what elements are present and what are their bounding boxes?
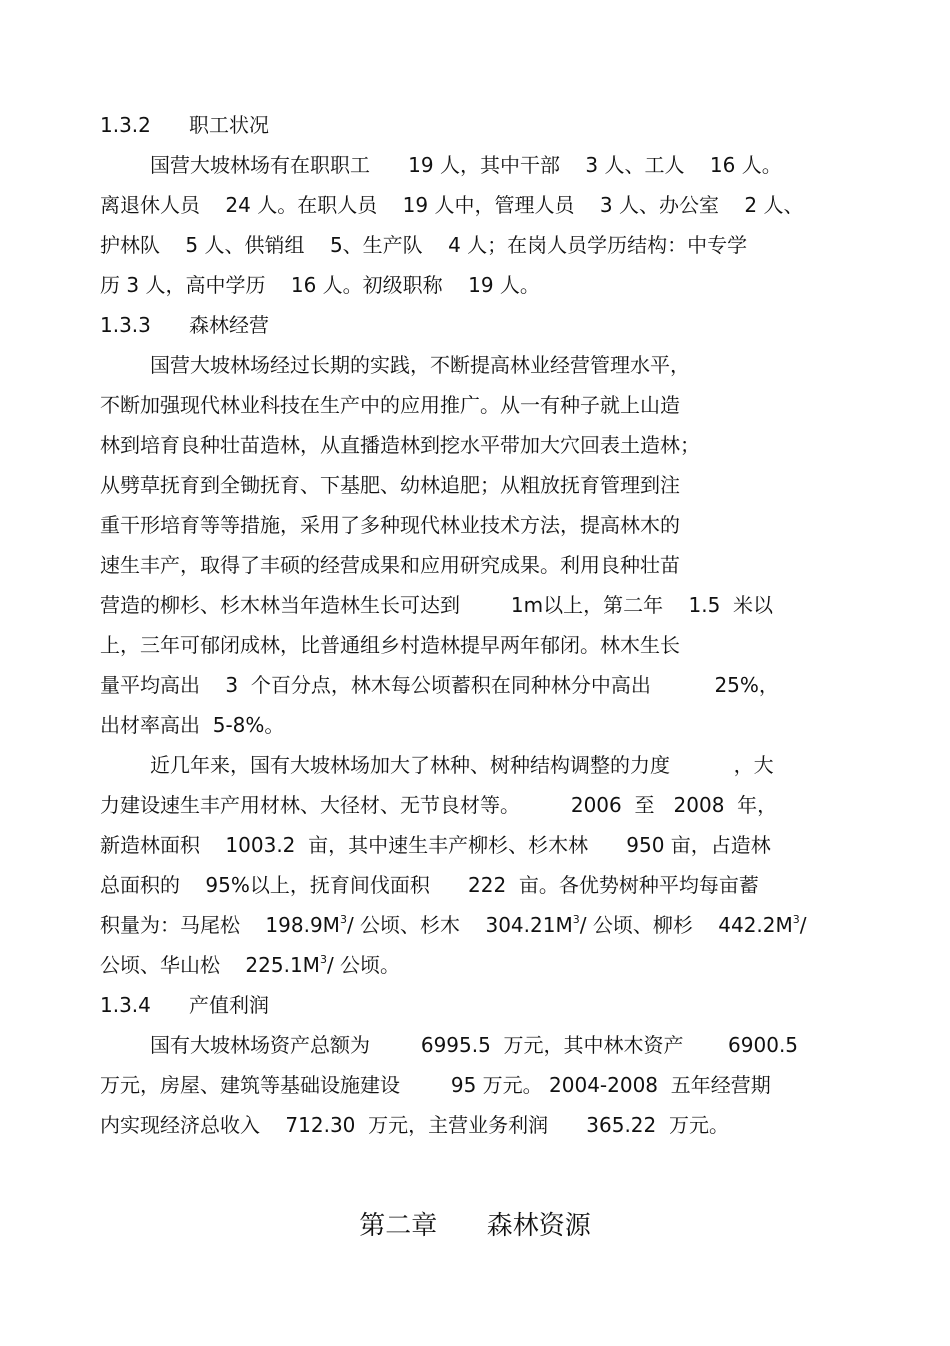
cubic-superscript: 3 xyxy=(792,913,800,926)
volume-text-masson-pine: 积量为：马尾松 198.9M xyxy=(100,913,340,937)
cubic-superscript: 3 xyxy=(339,913,347,926)
volume-text-fir: / 公顷、杉木 304.21M xyxy=(346,913,573,937)
paragraph-line: 万元，房屋、建筑等基础设施建设 95 万元。 2004-2008 五年经营期 xyxy=(100,1073,771,1097)
paragraph-line: 历 3 人，高中学历 16 人。初级职称 19 人。 xyxy=(100,273,540,297)
paragraph-line: 出材率高出 5-8%。 xyxy=(100,713,285,737)
section-heading-1-3-3: 1.3.3 森林经营 xyxy=(100,313,270,337)
paragraph-line: 速生丰产，取得了丰硕的经营成果和应用研究成果。利用良种壮苗 xyxy=(100,553,680,577)
paragraph-line: 重干形培育等等措施，采用了多种现代林业技术方法，提高林木的 xyxy=(100,513,680,537)
cubic-superscript: 3 xyxy=(319,953,327,966)
paragraph-line: 力建设速生丰产用材林、大径材、无节良材等。 2006 至 2008 年， xyxy=(100,793,778,817)
paragraph-line: 林到培育良种壮苗造林，从直播造林到挖水平带加大穴回表土造林； xyxy=(100,433,700,457)
volume-text-cryptomeria: / 公顷、柳杉 442.2M xyxy=(579,913,793,937)
paragraph-line: 总面积的 95%以上，抚育间伐面积 222 亩。各优势树种平均每亩蓄 xyxy=(100,873,759,897)
volume-text-slash: / xyxy=(799,913,807,937)
paragraph-line: 上，三年可郁闭成林，比普通组乡村造林提早两年郁闭。林木生长 xyxy=(100,633,680,657)
paragraph-line: 国营大坡林场有在职职工 19 人，其中干部 3 人、工人 16 人。 xyxy=(150,153,782,177)
paragraph-line: 近几年来，国有大坡林场加大了林种、树种结构调整的力度 ，大 xyxy=(150,753,774,777)
chapter-title: 第二章 森林资源 xyxy=(359,1211,591,1241)
paragraph-line: 国有大坡林场资产总额为 6995.5 万元，其中林木资产 6900.5 xyxy=(150,1033,799,1057)
cubic-superscript: 3 xyxy=(572,913,580,926)
paragraph-line: 不断加强现代林业科技在生产中的应用推广。从一有种子就上山造 xyxy=(100,393,680,417)
paragraph-line: 从劈草抚育到全锄抚育、下基肥、幼林追肥；从粗放抚育管理到注 xyxy=(100,473,680,497)
paragraph-line-volume-2 xyxy=(100,953,400,977)
paragraph-line: 量平均高出 3 个百分点，林木每公顷蓄积在同种林分中高出 25%， xyxy=(100,673,779,697)
paragraph-line: 离退休人员 24 人。在职人员 19 人中，管理人员 3 人、办公室 2 人、 xyxy=(100,193,804,217)
paragraph-line: 内实现经济总收入 712.30 万元，主营业务利润 365.22 万元。 xyxy=(100,1113,729,1137)
paragraph-line-volume-1 xyxy=(100,913,807,937)
paragraph-line: 新造林面积 1003.2 亩，其中速生丰产柳杉、杉木林 950 亩，占造林 xyxy=(100,833,771,857)
paragraph-line: 营造的柳杉、杉木林当年造林生长可达到 1m以上，第二年 1.5 米以 xyxy=(100,593,774,617)
volume-text-armand-pine: 公顷、华山松 225.1M xyxy=(100,953,320,977)
volume-text-end: / 公顷。 xyxy=(326,953,401,977)
section-heading-1-3-2: 1.3.2 职工状况 xyxy=(100,113,270,137)
section-heading-1-3-4: 1.3.4 产值利润 xyxy=(100,993,270,1017)
paragraph-line: 护林队 5 人、供销组 5、生产队 4 人；在岗人员学历结构：中专学 xyxy=(100,233,748,257)
paragraph-line: 国营大坡林场经过长期的实践，不断提高林业经营管理水平， xyxy=(150,353,690,377)
